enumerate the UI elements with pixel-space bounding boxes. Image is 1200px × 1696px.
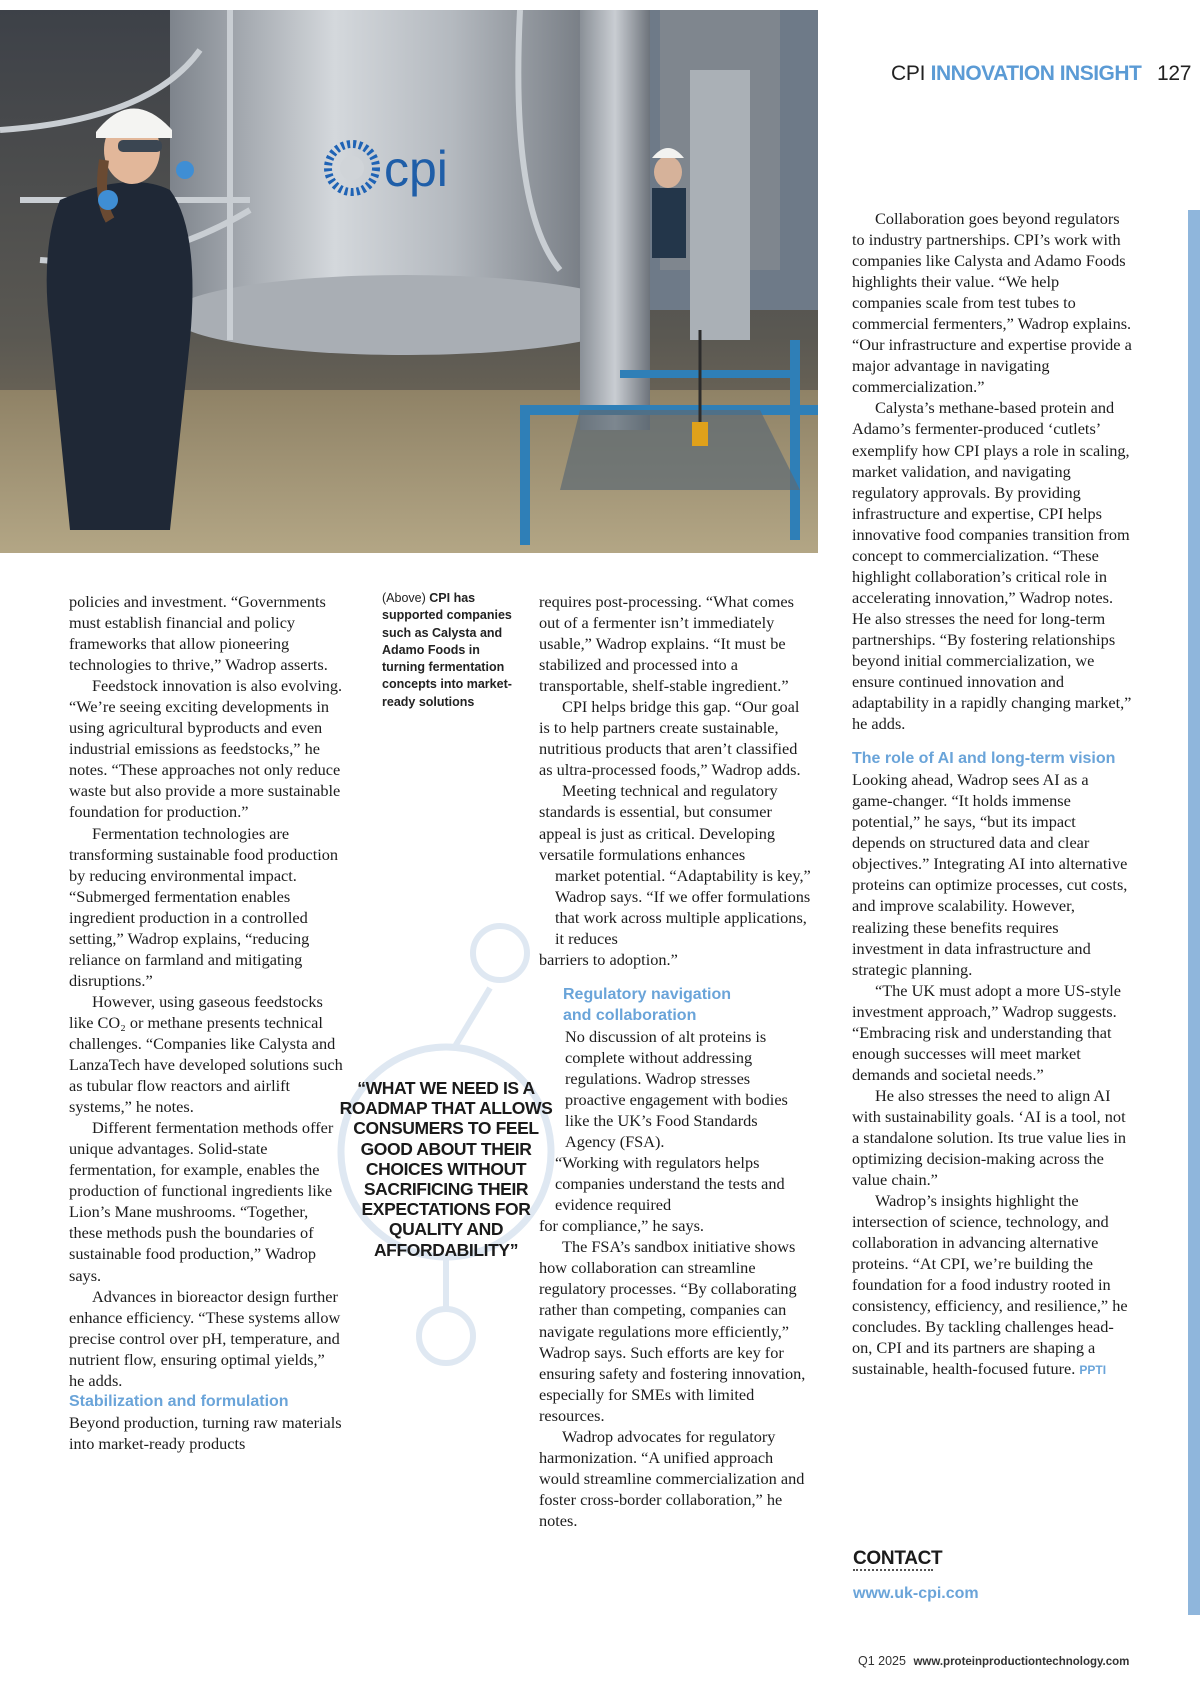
- paragraph: However, using gaseous feedstocks like CO₂ or methane presents technical challenges. “Companies like Calysta and LanzaTech have developed solutions such as tubular flow reactors and airlift systems,” he notes.: [69, 991, 343, 1117]
- article-column-1: [69, 591, 344, 1454]
- paragraph: Beyond production, turning raw materials into market-ready products: [69, 1412, 342, 1453]
- caption-lead: (Above): [382, 591, 426, 605]
- paragraph: Feedstock innovation is also evolving. “We’re seeing exciting developments in using agricultural byproducts and even industrial emissions as feedstocks,” he notes. “These approaches not only reduce waste but also provide a more sustainable foundation for production.”: [69, 676, 343, 822]
- paragraph-text: Wadrop’s insights highlight the intersection of science, technology, and collaboration in advancing alternative proteins. “At CPI, we’re building the foundation for a food industry rooted in consistency, efficiency, and resilience,” he concludes. By tackling challenges head-on, CPI and its partners are shaping a sustainable, health-focused future.: [852, 1191, 1128, 1379]
- caption-text: CPI has supported companies such as Calysta and Adamo Foods in turning fermentation concepts into market-ready solutions: [382, 591, 512, 709]
- paragraph: Calysta’s methane-based protein and Adamo’s fermenter-produced ‘cutlets’ exemplify how CPI plays a role in scaling, market validation, and navigating regulatory approvals. By providing infrastructure and expertise, CPI helps innovative food companies transition from concept to commercialization. “These highlight collaboration’s critical role in accelerating innovation,” Wadrop notes. He also stresses the need for long-term partnerships. “By fostering relationships beyond initial commercialization, we ensure continued innovation and adaptability in a rapidly changing market,” he adds.: [852, 398, 1132, 734]
- paragraph: market potential. “Adaptability is key,” Wadrop says. “If we offer formulations that work across multiple applications, it reduces: [555, 865, 811, 948]
- paragraph: Meeting technical and regulatory standards is essential, but consumer appeal is just as critical. Developing versatile formulations enhances: [539, 781, 778, 864]
- header-section: INNOVATION INSIGHT: [930, 62, 1142, 85]
- paragraph: CPI helps bridge this gap. “Our goal is to help partners create sustainable, nutritious products that aren’t classified as ultra-processed foods,” Wadrop adds.: [539, 697, 801, 780]
- side-accent-bar: [1188, 210, 1200, 1615]
- paragraph: Wadrop advocates for regulatory harmonization. “A unified approach would streamline commercialization and foster cross-border collaboration,” he notes.: [539, 1426, 805, 1530]
- paragraph: He also stresses the need to align AI with sustainability goals. ‘AI is a tool, not a standalone solution. Its true value lies in optimizing decision-making across the value chain.”: [852, 1085, 1127, 1190]
- subheading: Stabilization and formulation: [69, 1392, 289, 1410]
- contact-heading: CONTACT: [853, 1548, 943, 1569]
- paragraph: No discussion of alt proteins is complete without addressing regulations. Wadrop stresses proactive engagement with bodies like the UK’s Food Standards Agency (FSA).: [565, 1026, 788, 1152]
- svg-text:cpi: cpi: [384, 141, 448, 197]
- fermentation-plant-photo: [0, 10, 818, 553]
- page-number: 127: [1156, 62, 1192, 85]
- hero-photo: [0, 10, 818, 553]
- subheading: The role of AI and long-term vision: [852, 750, 1116, 768]
- article-column-3: [852, 208, 1132, 1382]
- paragraph: policies and investment. “Governments must establish financial and policy frameworks that allow pioneering technologies to thrive,” Wadrop asserts.: [69, 592, 328, 675]
- footer-url[interactable]: www.proteinproductiontechnology.com: [913, 1656, 1130, 1668]
- contact-divider: [853, 1569, 933, 1571]
- page-footer: [858, 1654, 1129, 1668]
- paragraph: Collaboration goes beyond regulators to industry partnerships. CPI’s work with companies like Calysta and Adamo Foods highlights their value. “We help companies scale from test tubes to commercial fermenters,” Wadrop explains. “Our infrastructure and expertise provide a major advantage in navigating commercialization.”: [852, 209, 1132, 397]
- page-header: [891, 62, 1191, 86]
- paragraph: “Working with regulators helps companies understand the tests and evidence required: [555, 1153, 785, 1215]
- paragraph: [852, 1190, 1132, 1381]
- paragraph: Fermentation technologies are transforming sustainable food production by reducing environmental impact. “Submerged fermentation enables ingredient production in a controlled setting,” Wadrop explains, “reducing reliance on farmland and mitigating disruptions.”: [69, 823, 339, 990]
- paragraph: Advances in bioreactor design further enhance efficiency. “These systems allow precise control over pH, temperature, and nutrient flow, ensuring optimal yields,” he adds.: [69, 1286, 341, 1390]
- paragraph: for compliance,” he says.: [539, 1216, 705, 1236]
- article-column-2: [539, 591, 811, 1531]
- pull-quote: “WHAT WE NEED IS A ROADMAP THAT ALLOWS CONSUMERS TO FEEL GOOD ABOUT THEIR CHOICES WITHOUT SACRIFICING THEIR EXPECTATIONS FOR QUALITY AND AFFORDABILITY”: [339, 1078, 553, 1260]
- paragraph: The FSA’s sandbox initiative shows how collaboration can streamline regulatory processes. “By collaborating rather than competing, companies can navigate regulations more efficiently,” Wadrop says. Such efforts are key for ensuring safety and fostering innovation, especially for SMEs with limited resources.: [539, 1237, 806, 1425]
- paragraph: “The UK must adopt a more US-style investment approach,” Wadrop suggests. “Embracing risk and understanding that enough successes will meet market demands and societal needs.”: [852, 980, 1121, 1084]
- contact-link[interactable]: www.uk-cpi.com: [853, 1585, 979, 1602]
- paragraph: Looking ahead, Wadrop sees AI as a game-changer. “It holds immense potential,” he says, “but its impact depends on structured data and clear objectives.” Integrating AI into alternative proteins can optimize processes, cut costs, and improve scalability. However, realizing these benefits requires investment in data infrastructure and strategic planning.: [852, 770, 1128, 979]
- end-mark: PPTI: [1079, 1363, 1107, 1378]
- photo-caption: [382, 590, 512, 711]
- footer-issue: Q1 2025: [858, 1654, 906, 1668]
- paragraph: barriers to adoption.”: [539, 949, 678, 969]
- paragraph: Different fermentation methods offer unique advantages. Solid-state fermentation, for example, enables the production of functional ingredients like Lion’s Mane mushrooms. “Together, these methods push the boundaries of sustainable food production,” Wadrop says.: [69, 1118, 334, 1285]
- paragraph: requires post-processing. “What comes out of a fermenter isn’t immediately usable,” Wadrop explains. “It must be stabilized and processed into a transportable, shelf-stable ingredient.”: [539, 592, 794, 696]
- subheading: Regulatory navigation and collaboration: [563, 985, 732, 1024]
- header-brand: CPI: [891, 62, 926, 85]
